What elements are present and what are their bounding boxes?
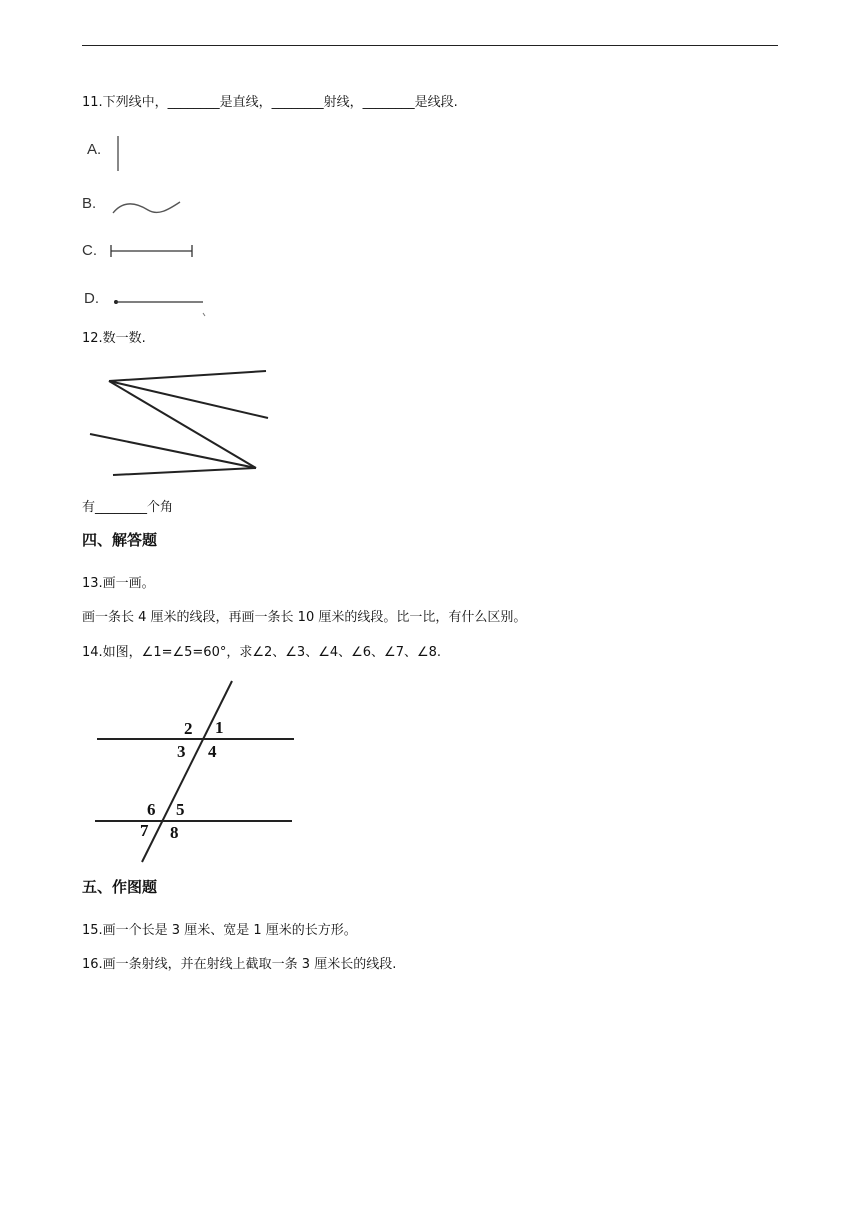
q13-text: 13.画一画。 xyxy=(82,576,155,591)
q12-answer: 有________个角 xyxy=(82,500,174,515)
section4-title: 四、解答题 xyxy=(82,531,158,549)
angle-label-6: 6 xyxy=(147,800,156,819)
angle-label-3: 3 xyxy=(177,742,186,761)
angle-label-2: 2 xyxy=(184,719,193,738)
q13-sub: 画一条长 4 厘米的线段，再画一条长 10 厘米的线段。比一比，有什么区别。 xyxy=(82,610,527,625)
angle-label-8: 8 xyxy=(170,823,179,842)
option-a-label: A. xyxy=(87,141,102,158)
q12-text: 12.数一数. xyxy=(82,331,146,346)
q15-text: 15.画一个长是 3 厘米、宽是 1 厘米的长方形。 xyxy=(82,923,357,938)
q11-text: 11.下列线中，________是直线，________射线，________是线段. xyxy=(82,95,458,110)
angle-label-5: 5 xyxy=(176,800,185,819)
section5-title: 五、作图题 xyxy=(82,878,158,896)
q16-text: 16.画一条射线，并在射线上截取一条 3 厘米长的线段. xyxy=(82,957,397,972)
option-d-label: D. xyxy=(84,290,99,307)
option-c-label: C. xyxy=(82,242,97,259)
angle-label-4: 4 xyxy=(208,742,217,761)
angle-label-7: 7 xyxy=(140,821,149,840)
option-b-label: B. xyxy=(82,195,97,212)
q14-text: 14.如图，∠1=∠5=60°，求∠2、∠3、∠4、∠6、∠7、∠8. xyxy=(82,645,442,660)
angle-label-1: 1 xyxy=(215,718,224,737)
